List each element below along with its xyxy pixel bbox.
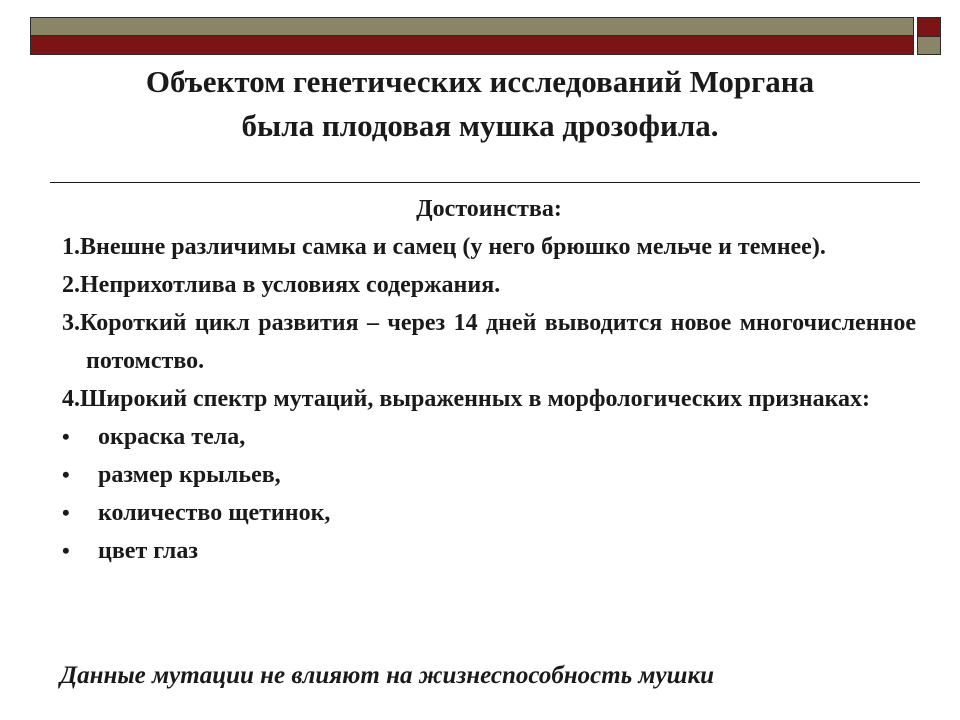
title-divider xyxy=(50,182,920,183)
slide-body xyxy=(62,190,916,570)
trait-bullet-text: размер крыльев, xyxy=(98,462,281,488)
trait-bullet-item xyxy=(62,532,916,570)
bullet-dot-icon: • xyxy=(62,462,70,487)
slide-title-line-1: Объектом генетических исследований Моргана xyxy=(145,64,815,99)
trait-bullet-text: цвет глаз xyxy=(98,538,199,564)
advantage-item-4: 4.Широкий спектр мутаций, выраженных в морфологических признаках: xyxy=(62,386,871,412)
bullet-dot-icon: • xyxy=(62,538,70,563)
header-bar-olive xyxy=(30,17,914,36)
bullet-dot-icon: • xyxy=(62,424,70,449)
slide-title-line-2: была плодовая мушка дрозофила. xyxy=(241,108,719,143)
advantages-heading: Достоинства: xyxy=(416,196,562,222)
advantage-item-2: 2.Неприхотлива в условиях содержания. xyxy=(62,272,501,298)
trait-bullet-list xyxy=(62,418,916,570)
bullet-dot-icon: • xyxy=(62,500,70,525)
trait-bullet-item xyxy=(62,494,916,532)
header-bar-maroon xyxy=(30,36,914,55)
advantage-item-3: 3.Короткий цикл развития – через 14 дней выводится новое многочисленное потомство. xyxy=(62,310,916,374)
trait-bullet-text: количество щетинок, xyxy=(98,500,331,526)
header-square-maroon xyxy=(917,17,941,37)
trait-bullet-text: окраска тела, xyxy=(98,424,246,450)
trait-bullet-item xyxy=(62,456,916,494)
header-square-olive xyxy=(917,37,941,55)
slide-title xyxy=(40,60,920,148)
mutation-note: Данные мутации не влияют на жизнеспособность мушки xyxy=(60,662,715,689)
advantage-item-1: 1.Внешне различимы самка и самец (у него брюшко мельче и темнее). xyxy=(62,234,826,260)
trait-bullet-item xyxy=(62,418,916,456)
